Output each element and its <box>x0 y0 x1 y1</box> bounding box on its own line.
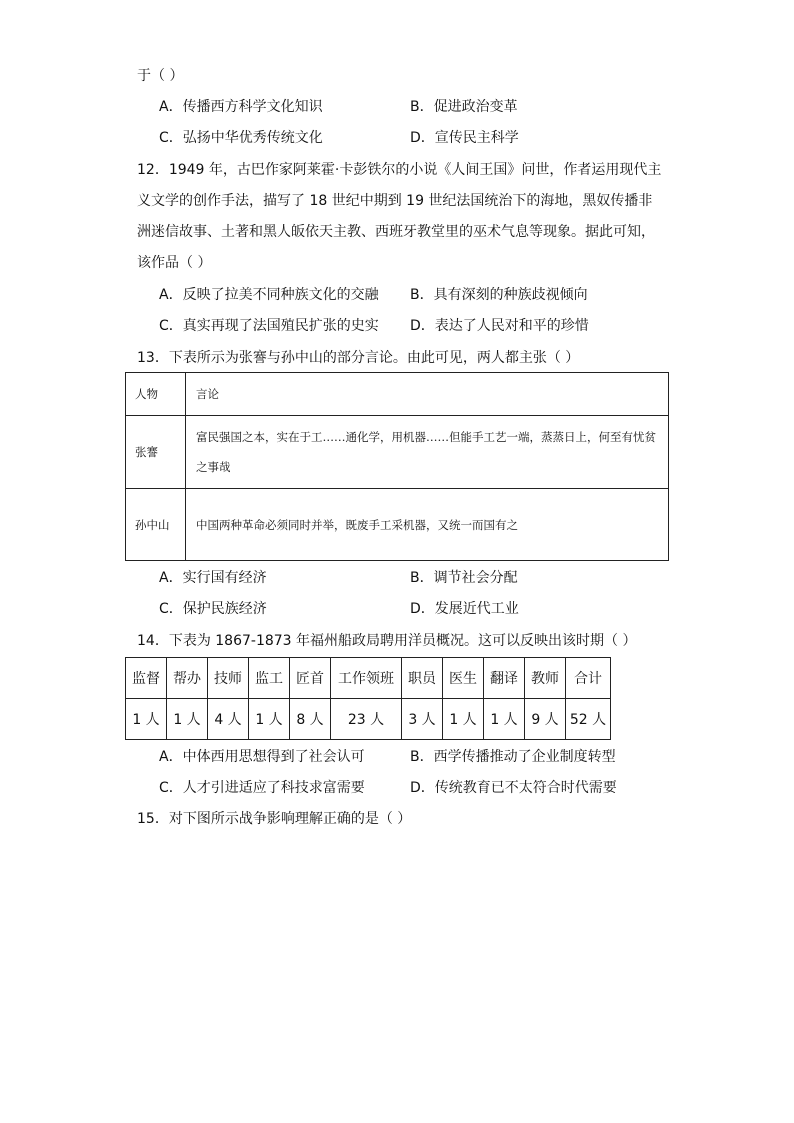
q14-value-cell: 1 人 <box>484 699 525 740</box>
q11-option-d[interactable]: D．宣传民主科学 <box>410 130 519 146</box>
q12-option-a[interactable]: A．反映了拉美不同种族文化的交融 <box>159 287 379 303</box>
q12-option-d[interactable]: D．表达了人民对和平的珍惜 <box>410 318 589 334</box>
q12-stem: 12．1949 年，古巴作家阿莱霍·卡彭铁尔的小说《人间王国》问世，作者运用现代主义文学的创作手法，描写了 18 世纪中期到 19 世纪法国统治下的海地，黑奴传播非洲迷信故事、土著和黑人皈依天主教、西班牙教堂里的巫术气息等现象。据此可知，该作品（ ） <box>137 162 662 271</box>
q14-header-cell: 帮办 <box>167 658 208 699</box>
q14-value-cell: 52 人 <box>566 699 611 740</box>
q14-header-cell: 医生 <box>443 658 484 699</box>
q14-option-d[interactable]: D．传统教育已不太符合时代需要 <box>410 780 617 796</box>
q14-option-a[interactable]: A．中体西用思想得到了社会认可 <box>159 749 365 765</box>
q14-value-cell: 23 人 <box>331 699 402 740</box>
q14-staff-table <box>125 657 611 740</box>
q13-option-d[interactable]: D．发展近代工业 <box>410 601 519 617</box>
q14-value-cell: 1 人 <box>167 699 208 740</box>
q13-row2-quote: 中国两种革命必须同时并举，既废手工采机器，又统一而国有之 <box>186 489 669 561</box>
q14-value-cell: 8 人 <box>290 699 331 740</box>
q13-header-person: 人物 <box>126 373 186 416</box>
q14-option-b[interactable]: B．西学传播推动了企业制度转型 <box>410 749 616 765</box>
q14-value-cell: 1 人 <box>249 699 290 740</box>
q14-header-cell: 监工 <box>249 658 290 699</box>
q12-option-b[interactable]: B．具有深刻的种族歧视倾向 <box>410 287 588 303</box>
q13-row2-person: 孙中山 <box>126 489 186 561</box>
q14-header-cell: 监督 <box>126 658 167 699</box>
q13-option-c[interactable]: C．保护民族经济 <box>159 601 267 617</box>
q13-row1-quote: 富民强国之本，实在于工……通化学，用机器……但能手工艺一端，蒸蒸日上，何至有忧贫之事哉 <box>186 416 669 489</box>
q13-header-quote: 言论 <box>186 373 669 416</box>
q13-stem: 13．下表所示为张謇与孙中山的部分言论。由此可见，两人都主张（ ） <box>137 350 580 366</box>
q14-value-cell: 9 人 <box>525 699 566 740</box>
q11-option-b[interactable]: B．促进政治变革 <box>410 99 518 115</box>
q11-option-c[interactable]: C．弘扬中华优秀传统文化 <box>159 130 323 146</box>
q12-option-c[interactable]: C．真实再现了法国殖民扩张的史实 <box>159 318 379 334</box>
q14-header-cell: 职员 <box>402 658 443 699</box>
q14-header-cell: 合计 <box>566 658 611 699</box>
q14-option-c[interactable]: C．人才引进适应了科技求富需要 <box>159 780 365 796</box>
q13-option-b[interactable]: B．调节社会分配 <box>410 570 518 586</box>
q11-option-a[interactable]: A．传播西方科学文化知识 <box>159 99 323 115</box>
q14-value-cell: 1 人 <box>126 699 167 740</box>
q14-value-cell: 1 人 <box>443 699 484 740</box>
q14-header-cell: 匠首 <box>290 658 331 699</box>
q14-header-cell: 教师 <box>525 658 566 699</box>
q14-stem: 14．下表为 1867-1873 年福州船政局聘用洋员概况。这可以反映出该时期（ ） <box>137 633 637 649</box>
q13-option-a[interactable]: A．实行国有经济 <box>159 570 267 586</box>
q14-value-cell: 4 人 <box>208 699 249 740</box>
q14-header-cell: 工作领班 <box>331 658 402 699</box>
q13-row1-person: 张謇 <box>126 416 186 489</box>
q13-quote-table <box>125 372 669 561</box>
q14-header-cell: 技师 <box>208 658 249 699</box>
q14-value-cell: 3 人 <box>402 699 443 740</box>
q14-header-cell: 翻译 <box>484 658 525 699</box>
q11-stem-tail: 于（ ） <box>137 68 184 84</box>
q15-stem: 15．对下图所示战争影响理解正确的是（ ） <box>137 811 412 827</box>
